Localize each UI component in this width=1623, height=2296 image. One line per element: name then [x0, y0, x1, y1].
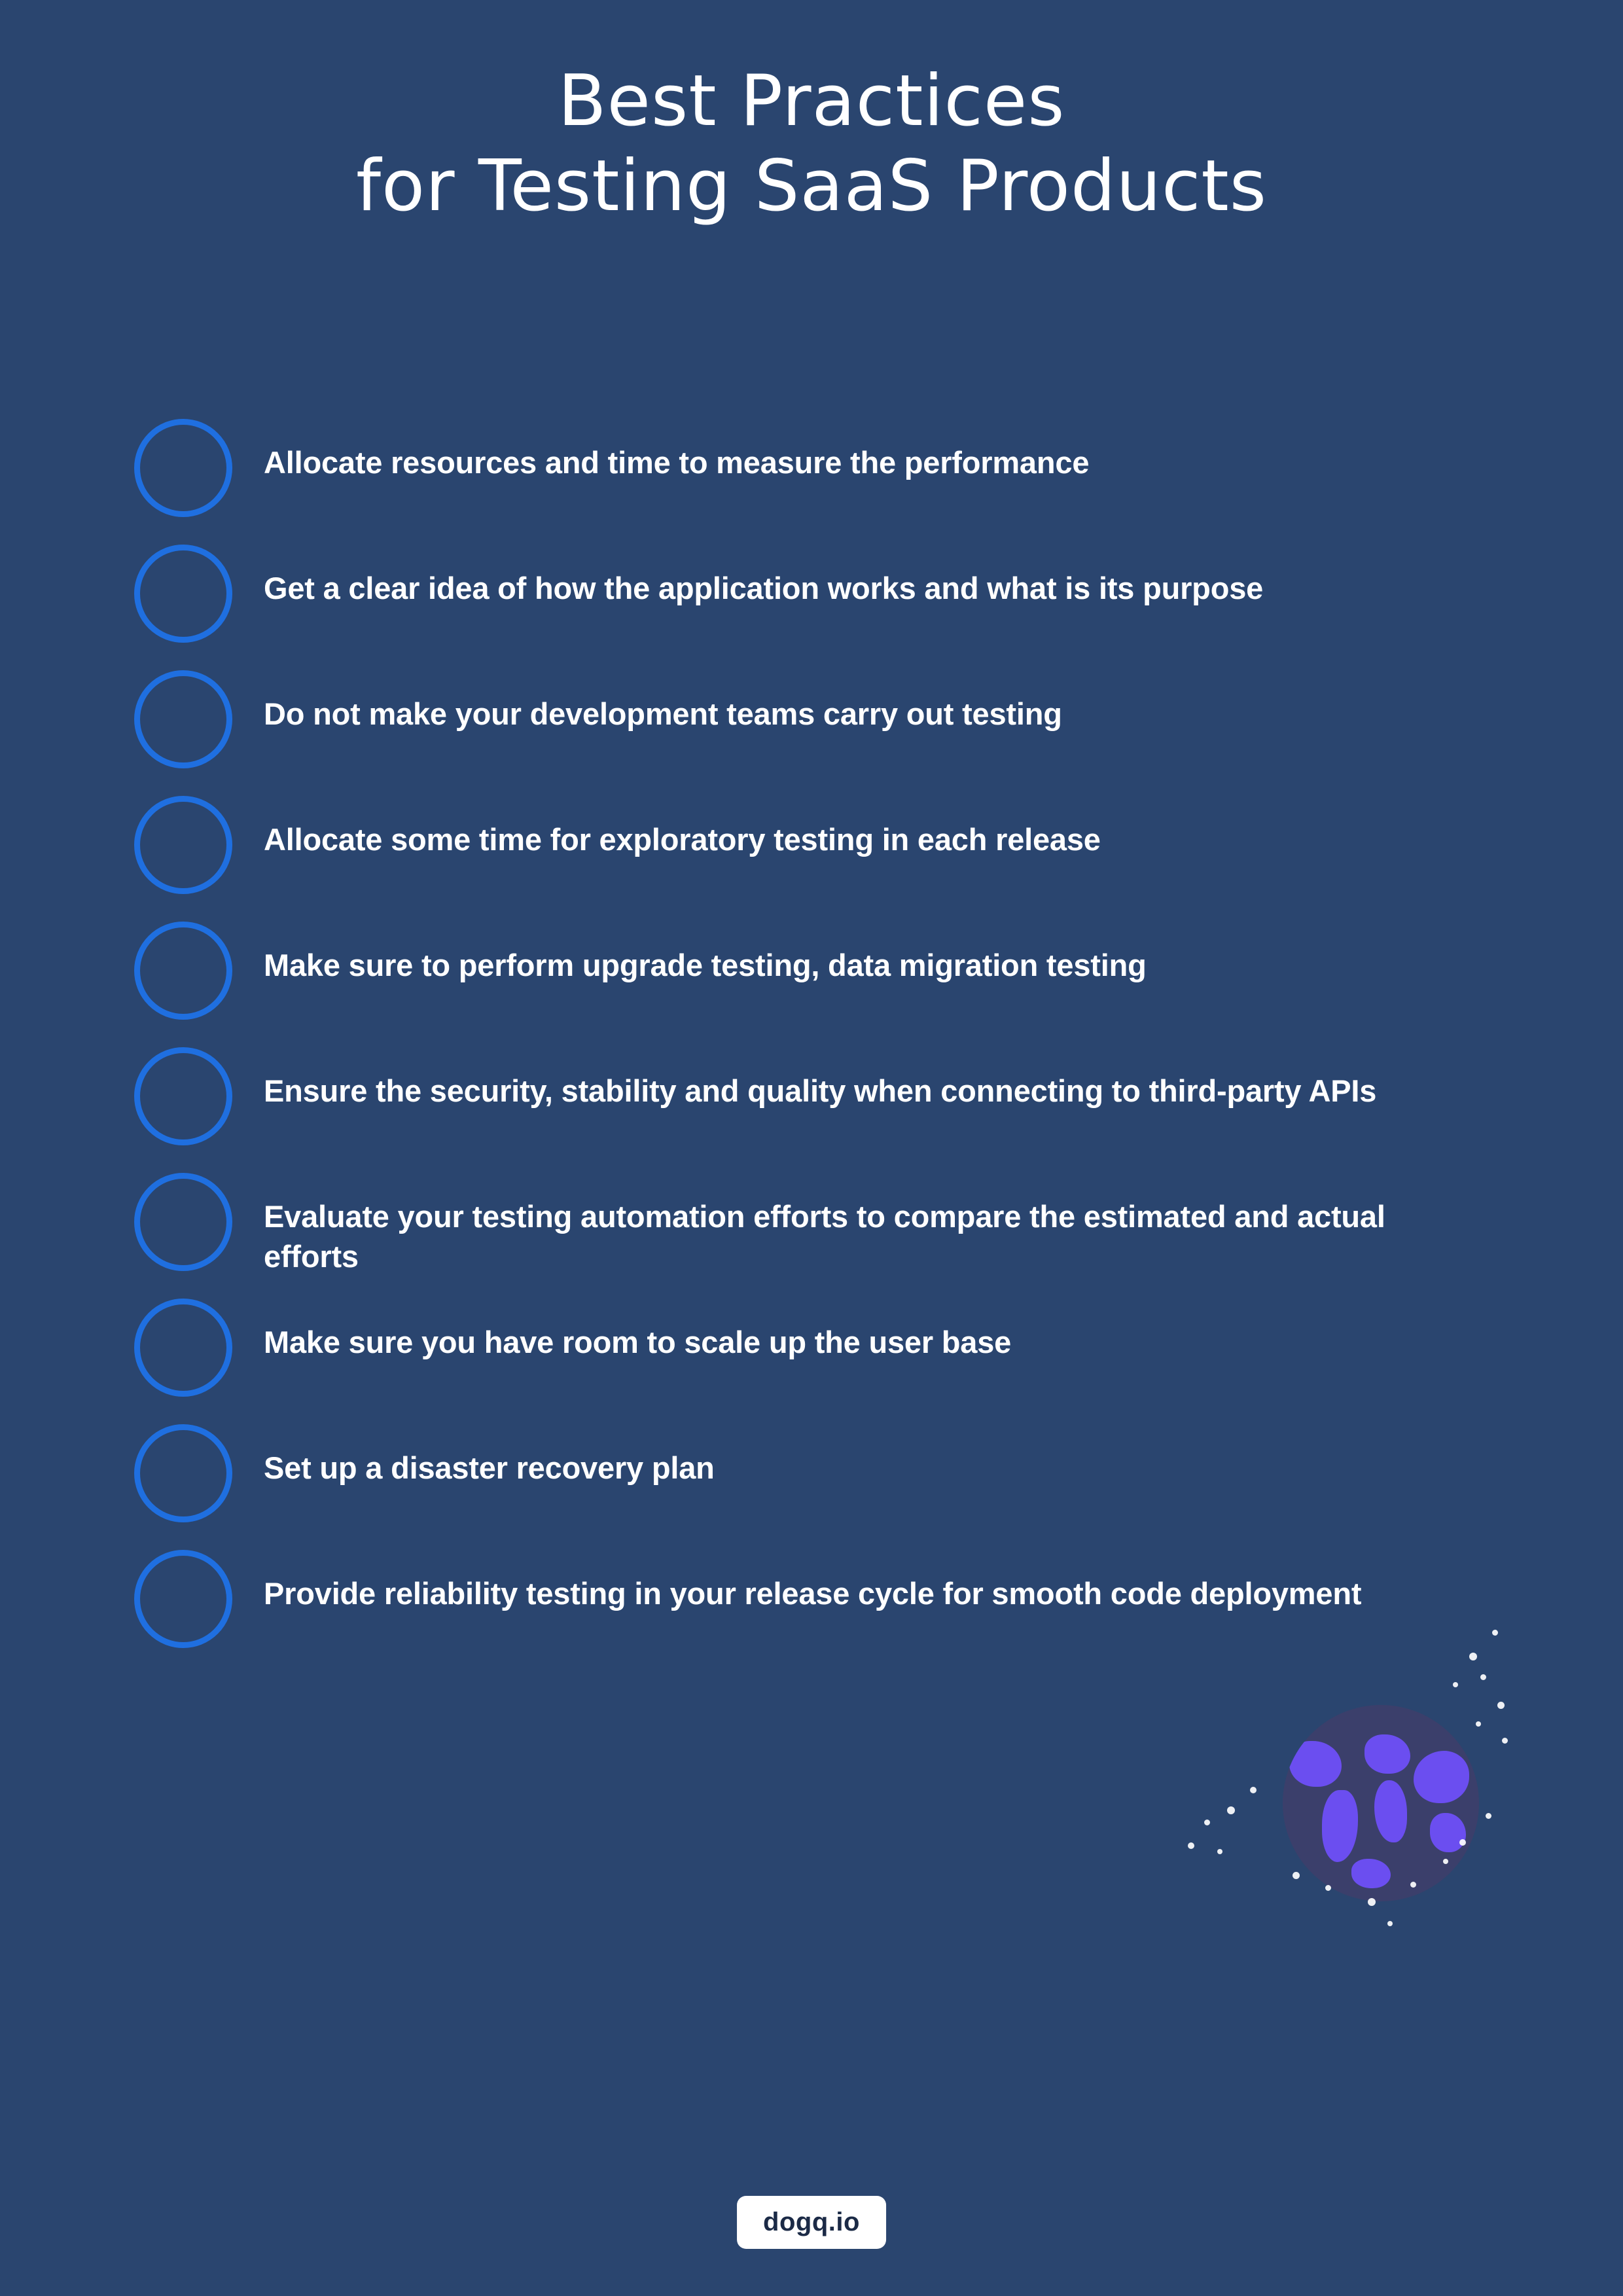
list-item-label: Get a clear idea of how the application works and what is its purpose: [264, 571, 1264, 605]
list-item: [134, 1424, 1522, 1529]
title-line-2: for Testing SaaS Products: [356, 145, 1267, 227]
title-line-1: Best Practices: [558, 60, 1065, 142]
checkbox-circle-icon[interactable]: [134, 1173, 232, 1271]
list-item: [134, 545, 1522, 649]
checkbox-circle-icon[interactable]: [134, 1299, 232, 1397]
list-item: [134, 1173, 1522, 1278]
list-item: [134, 796, 1522, 901]
checkbox-circle-icon[interactable]: [134, 1424, 232, 1522]
list-item-label: Set up a disaster recovery plan: [264, 1450, 715, 1485]
checkbox-circle-icon[interactable]: [134, 545, 232, 643]
checkbox-circle-icon[interactable]: [134, 419, 232, 517]
checkbox-circle-icon[interactable]: [134, 1550, 232, 1648]
checkbox-circle-icon[interactable]: [134, 670, 232, 768]
list-item-label: Ensure the security, stability and quality when connecting to third-party APIs: [264, 1073, 1377, 1108]
list-item: [134, 1299, 1522, 1403]
globe-decoration: [1171, 1623, 1538, 1937]
checkbox-circle-icon[interactable]: [134, 922, 232, 1020]
page-title: [0, 59, 1623, 228]
globe-icon: [1283, 1705, 1479, 1901]
list-item: [134, 670, 1522, 775]
list-item-label: Do not make your development teams carry out testing: [264, 696, 1062, 731]
checkbox-circle-icon[interactable]: [134, 1047, 232, 1145]
list-item: [134, 922, 1522, 1026]
list-item-label: Allocate some time for exploratory testing in each release: [264, 822, 1101, 857]
list-item-label: Provide reliability testing in your release cycle for smooth code deployment: [264, 1576, 1362, 1611]
list-item: [134, 1047, 1522, 1152]
list-item-label: Allocate resources and time to measure the performance: [264, 445, 1090, 480]
list-item-label: Evaluate your testing automation efforts to compare the estimated and actual efforts: [264, 1199, 1385, 1274]
list-item-label: Make sure to perform upgrade testing, data migration testing: [264, 948, 1147, 982]
list-item-label: Make sure you have room to scale up the user base: [264, 1325, 1012, 1359]
checklist: [134, 419, 1522, 1676]
brand-badge[interactable]: dogq.io: [737, 2196, 886, 2249]
list-item: [134, 419, 1522, 524]
checkbox-circle-icon[interactable]: [134, 796, 232, 894]
